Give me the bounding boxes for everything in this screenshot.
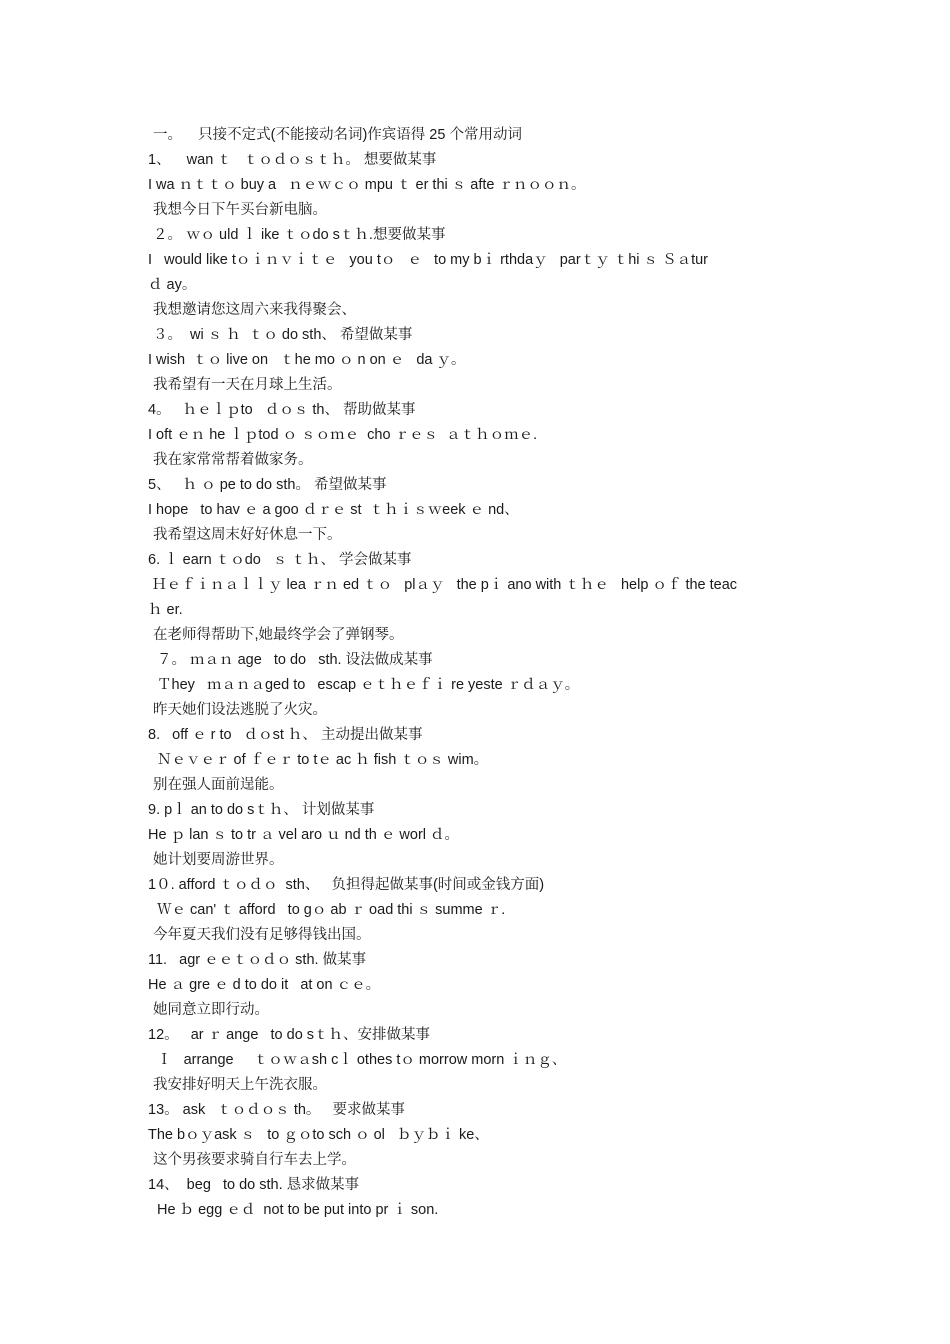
verb-entry-heading: 1、 wan ｔ ｔｏｄｏｓｔｈ。 想要做某事 xyxy=(148,152,437,168)
example-sentence-english-continued: ｄ ay。 xyxy=(148,277,197,293)
verb-entry-heading: 8. off ｅ r to ｄｏst ｈ、 主动提出做某事 xyxy=(148,727,423,743)
example-sentence-english: The bｏｙask ｓ to ｇｏto sch ｏ ol ｂｙｂｉ ke、 xyxy=(148,1127,489,1143)
example-sentence-english: He ｐ lan ｓ to tr ａ vel aro ｕ nd th ｅ worl ｄ。 xyxy=(148,827,460,843)
verb-entry-heading: 13。 ask ｔｏｄｏｓ th。 要求做某事 xyxy=(148,1102,406,1118)
document-body xyxy=(148,123,818,1223)
verb-entry-heading: ７。 ｍａｎ age to do sth. 设法做成某事 xyxy=(153,652,433,668)
section-heading: 一。 只接不定式(不能接动名词)作宾语得 25 个常用动词 xyxy=(153,127,522,143)
example-sentence-chinese: 她同意立即行动。 xyxy=(153,1002,269,1018)
example-sentence-chinese: 我在家常常帮着做家务。 xyxy=(153,452,313,468)
verb-entry-heading: ２。 ｗｏ uld ｌ ike ｔｏdo sｔｈ.想要做某事 xyxy=(153,227,446,243)
example-sentence-english: Ｗｅ can' ｔ afford to gｏ ab ｒ oad thi ｓ summe ｒ. xyxy=(153,902,506,918)
example-sentence-english-continued: ｈ er. xyxy=(148,602,183,618)
example-sentence-english: Ｎｅｖｅｒ of ｆｅｒ to tｅ ac ｈ fish ｔｏｓ wim。 xyxy=(153,752,489,768)
example-sentence-chinese: 我安排好明天上午洗衣服。 xyxy=(153,1077,327,1093)
example-sentence-chinese: 这个男孩要求骑自行车去上学。 xyxy=(153,1152,356,1168)
example-sentence-chinese: 在老师得帮助下,她最终学会了弹钢琴。 xyxy=(153,627,404,643)
example-sentence-chinese: 今年夏天我们没有足够得钱出国。 xyxy=(153,927,371,943)
example-sentence-english: He ｂ egg ｅｄ not to be put into pr ｉ son. xyxy=(153,1202,439,1218)
verb-entry-heading: 4。 ｈｅｌｐto ｄｏｓ th、 帮助做某事 xyxy=(148,402,416,418)
verb-entry-heading: 1０. afford ｔｏｄｏ sth、 负担得起做某事(时间或金钱方面) xyxy=(148,877,545,893)
example-sentence-chinese: 我希望这周末好好休息一下。 xyxy=(153,527,342,543)
example-sentence-chinese: 她计划要周游世界。 xyxy=(153,852,284,868)
example-sentence-chinese: 昨天她们设法逃脱了火灾。 xyxy=(153,702,327,718)
example-sentence-english: I hope to hav ｅ a goo ｄｒｅ st ｔｈｉｓｗeek ｅ nd、 xyxy=(148,502,519,518)
verb-entry-heading: ３。 wi ｓ ｈ ｔｏ do sth、 希望做某事 xyxy=(153,327,413,343)
example-sentence-english: I wa ｎｔｔｏ buy a ｎｅｗｃｏ mpu ｔ er thi ｓ afte ｒｎｏｏｎ。 xyxy=(148,177,586,193)
verb-entry-heading: 6. ｌ earn ｔｏdo ｓ ｔｈ、 学会做某事 xyxy=(148,552,412,568)
example-sentence-english: I oft ｅｎ he ｌｐtod ｏ ｓｏｍｅ cho ｒｅｓ ａｔｈｏｍｅ. xyxy=(148,427,538,443)
example-sentence-english: He ａ gre ｅ d to do it at on ｃｅ。 xyxy=(148,977,381,993)
verb-entry-heading: 5、 ｈ ｏ pe to do sth。 希望做某事 xyxy=(148,477,387,493)
example-sentence-english: I would like tｏｉｎｖｉｔｅ you tｏ ｅ to my bｉ rthdaｙ parｔｙ ｔhi ｓ Ｓａtur xyxy=(148,252,708,268)
example-sentence-chinese: 我希望有一天在月球上生活。 xyxy=(153,377,342,393)
example-sentence-english: Ｈｅｆｉｎａｌｌｙ lea ｒｎ ed ｔｏ plａｙ the pｉ ano with ｔｈｅ help ｏｆ the teac xyxy=(148,577,738,593)
verb-entry-heading: 12。 ar ｒ ange to do sｔｈ、安排做某事 xyxy=(148,1027,431,1043)
example-sentence-chinese: 我想今日下午买台新电脑。 xyxy=(153,202,327,218)
verb-entry-heading: 9. pｌ an to do sｔｈ、 计划做某事 xyxy=(148,802,375,818)
verb-entry-heading: 11. agr ｅｅｔｏｄｏ sth. 做某事 xyxy=(148,952,367,968)
example-sentence-chinese: 别在强人面前逞能。 xyxy=(153,777,284,793)
example-sentence-english: Ｉ arrange ｔｏｗａsh cｌ othes tｏ morrow morn ｉｎｇ、 xyxy=(153,1052,567,1068)
verb-entry-heading: 14、 beg to do sth. 恳求做某事 xyxy=(148,1177,360,1193)
example-sentence-english: I wish ｔｏ live on ｔhe mo ｏ n on ｅ da ｙ。 xyxy=(148,352,466,368)
example-sentence-english: Ｔhey ｍａｎａged to escap ｅｔｈｅｆｉ re yeste ｒｄａｙ。 xyxy=(153,677,580,693)
example-sentence-chinese: 我想邀请您这周六来我得聚会、 xyxy=(153,302,356,318)
